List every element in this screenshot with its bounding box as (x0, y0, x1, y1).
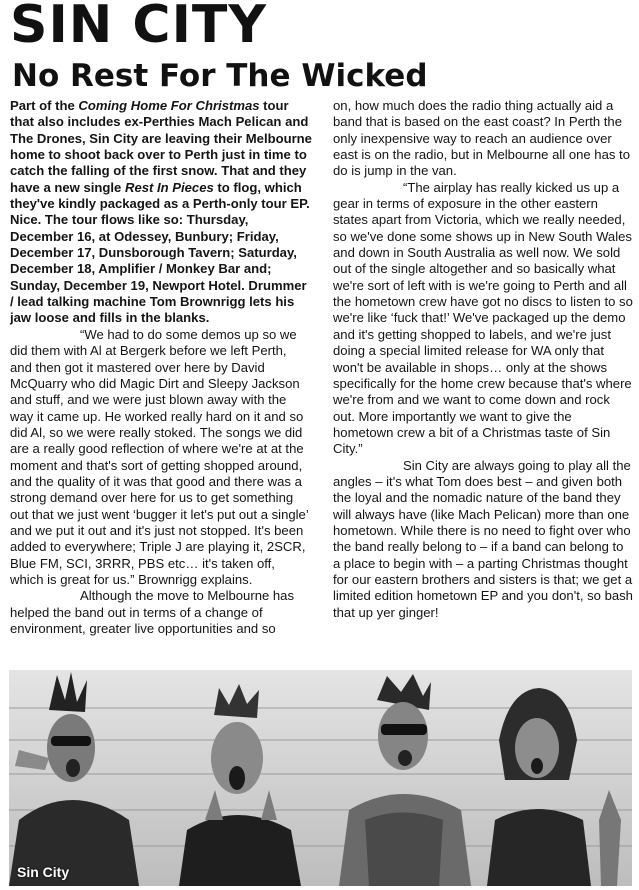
band-photo (9, 670, 632, 886)
body-paragraph: “We had to do some demos up so we did them with Al at Bergerk before we left Perth, and then got it mastered over here by David McQuarry who did Magic Dirt and Sleepy Jackson and stuff, and we were just blown away with the way it came up. He worked really hard on it and so did Al, so we were really stoked. The songs we did are a really good reflection of where we're at at the moment and that's sort of getting shopped around, and the quality of it was that good and there was a strong demand over here for us to get something out that we just went ‘bugger it let's put out a single’ and we put it out and it's just not stopped. It's been added to everywhere; Triple J are playing it, 2SCR, Blue FM, SCI, 3RRR, PBS etc… it's taken off, which is great for us.” Brownrigg explains. (10, 326, 309, 587)
band-photo-illustration (9, 670, 632, 886)
left-column (10, 98, 312, 637)
body-paragraph: Although the move to Melbourne has helped the band out in terms of a change of environment, greater live opportunities and so (10, 588, 295, 636)
single-name: Rest In Pieces (124, 179, 214, 195)
intro-text-2: tour that also includes ex-Perthies Mach Pelican and The Drones, Sin City are leaving their Melbourne home to shoot back over to Perth just in time to catch the falling of the first snow. That and they have a new single (10, 98, 312, 195)
article-subtitle: No Rest For The Wicked (12, 58, 428, 94)
right-column (333, 98, 633, 621)
tour-name: Coming Home For Christmas (78, 98, 260, 113)
body-paragraph: on, how much does the radio thing actually aid a band that is based on the east coast? In Perth the only inexpensive way to reach an audience over east is on the radio, but in Melbourne all one has to do is jump in the van. (333, 98, 630, 179)
body-paragraph: Sin City are always going to play all the angles – it's what Tom does best – and given both the loyal and the nomadic nature of the band they will always have (like Mach Pelican) more than one hometown. While there is no need to fight over who the band really belong to – if a band can belong to a place to begin with – a parting Christmas thought for our eastern brothers and sisters is that; we get a limited edition hometown EP and you don't, so bash that up yer ginger! (333, 457, 633, 620)
intro-text-1: Part of the (10, 98, 79, 113)
article-title: SIN CITY (10, 0, 268, 55)
intro-text-3: to flog, which they've kindly packaged as a Perth-only tour EP. Nice. The tour flows like so: Thursday, December 16, at Odessey, Bunbury; Friday, December 17, Dunsborough Tavern; Saturday, December 18, Amplifier / Monkey Bar and; Sunday, December 19, Newport Hotel. Drummer / lead talking machine Tom Brownrigg lets his jaw loose and fills in the blanks. (10, 179, 310, 326)
photo-caption: Sin City (17, 864, 70, 880)
intro-paragraph (10, 98, 312, 327)
body-paragraph: “The airplay has really kicked us up a gear in terms of exposure in the other eastern states apart from Victoria, which we really needed, so we've done some shows up in New South Wales and down in South Australia as well now. We sold out of the single altogether and so basically what we're sort of left with is we're going to Perth and all the hometown crew have got no discs to listen to so we're like ‘fuck that!’ We've packaged up the demo and it's getting shopped to labels, and we're just doing a special limited release for WA only that won't be available in shops… only at the shows specifically for the home crew because that's where we're from and we want to come down and rock out. More importantly we want to give the hometown crew a bit of a Christmas taste of Sin City.” (333, 179, 633, 457)
